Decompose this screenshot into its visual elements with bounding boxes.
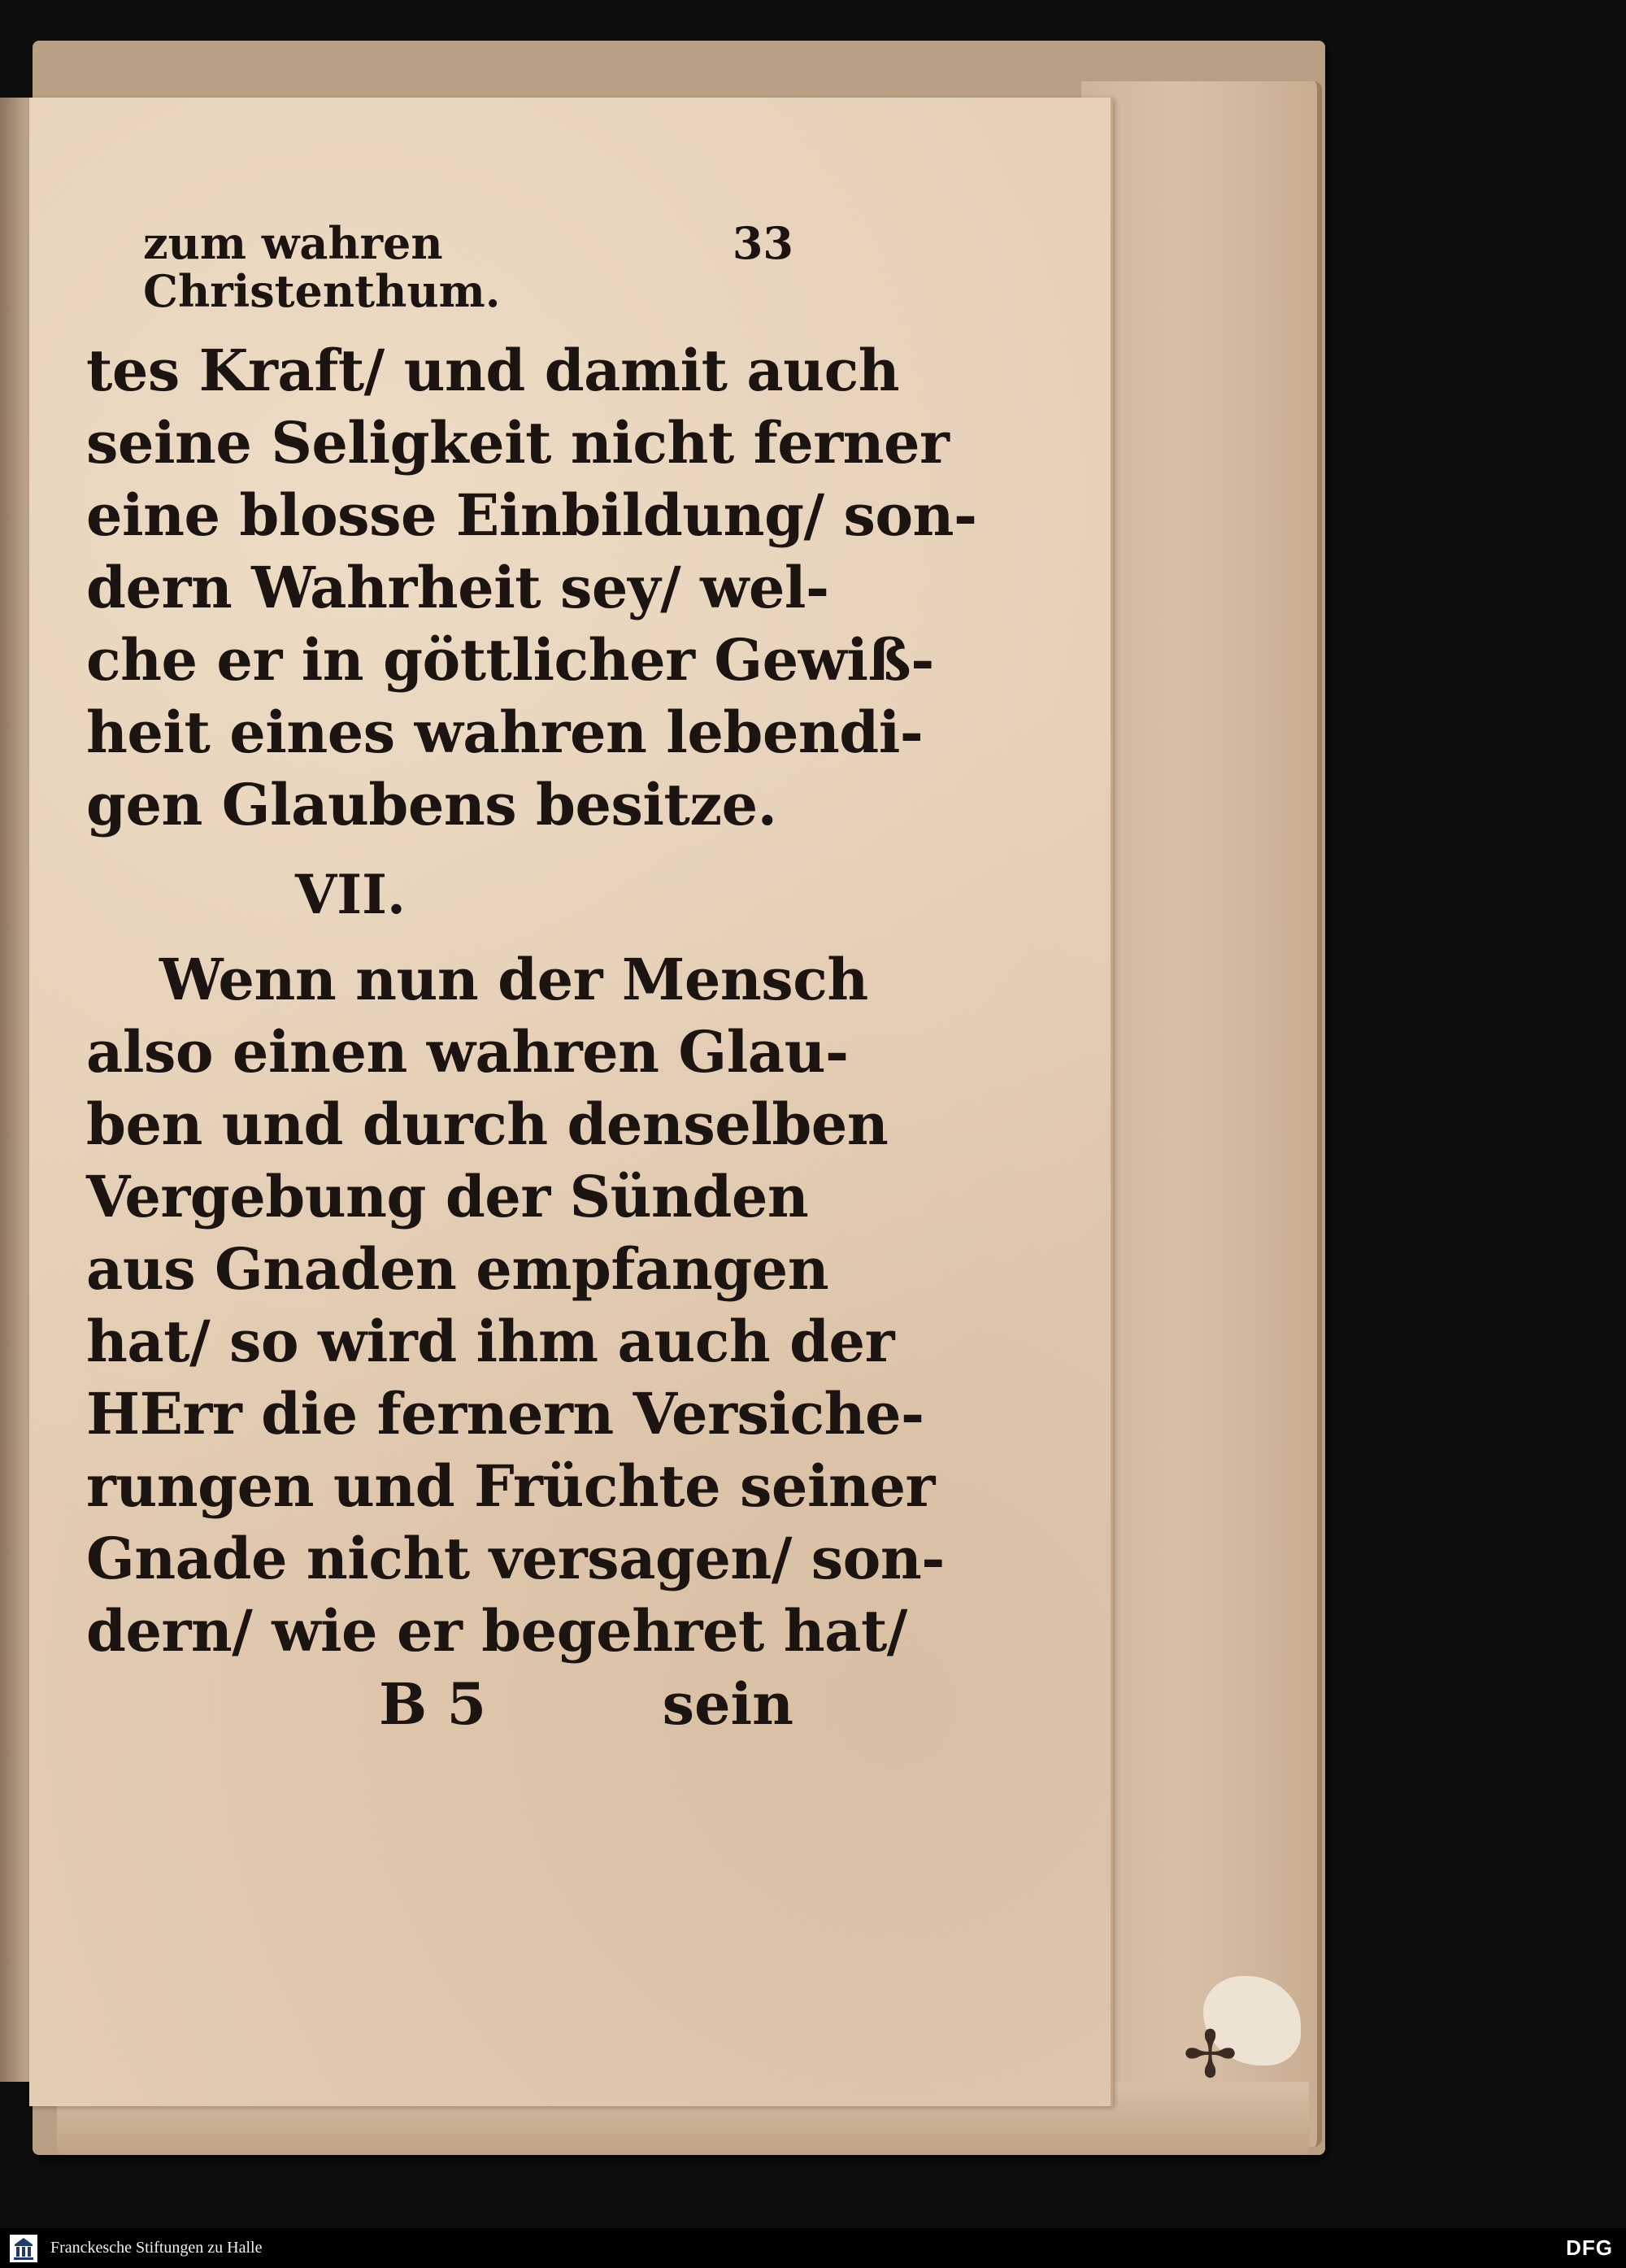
- text-line: Wenn nun der Mensch: [159, 945, 868, 1013]
- text-line: dern Wahrheit sey/ wel-: [86, 553, 829, 621]
- facing-page-edge: [0, 98, 33, 2082]
- section-heading: VII.: [295, 862, 406, 926]
- text-line: heit eines wahren lebendi-: [86, 698, 924, 766]
- text-line: che er in göttlicher Gewiß-: [86, 625, 934, 694]
- viewer-footer: [0, 2228, 1626, 2268]
- funder-logo: DFG: [1566, 2235, 1613, 2260]
- book-page: [29, 98, 1113, 2106]
- text-line: eine blosse Einbildung/ son-: [86, 481, 977, 549]
- text-line: seine Seligkeit nicht ferner: [86, 408, 950, 477]
- text-line: tes Kraft/ und damit auch: [86, 336, 900, 404]
- text-line: aus Gnaden empfangen: [86, 1234, 829, 1303]
- institution-name: Franckesche Stiftungen zu Halle: [50, 2239, 263, 2257]
- ink-mark-icon: ✢: [1183, 2017, 1238, 2092]
- text-line: hat/ so wird ihm auch der: [86, 1307, 894, 1375]
- text-line: ben und durch denselben: [86, 1090, 889, 1158]
- text-line: Vergebung der Sünden: [86, 1162, 809, 1230]
- text-line: rungen und Früchte seiner: [86, 1452, 935, 1520]
- francke-foundation-logo-icon: [8, 2233, 39, 2264]
- text-line: Gnade nicht versagen/ son-: [86, 1524, 945, 1592]
- signature-mark: B 5: [379, 1669, 487, 1738]
- page-footer-line: [86, 1667, 793, 1742]
- catchword: sein: [662, 1669, 793, 1738]
- text-line: gen Glaubens besitze.: [86, 770, 777, 838]
- running-head: zum wahren Christenthum.: [143, 217, 501, 318]
- text-line: dern/ wie er begehret hat/: [86, 1596, 907, 1665]
- page-header: [86, 217, 793, 318]
- page-stack-edge: [1081, 81, 1322, 2147]
- page-number: 33: [732, 217, 793, 269]
- text-line: also einen wahren Glau-: [86, 1017, 849, 1086]
- page-text: [86, 217, 977, 1742]
- footer-branding: [0, 2233, 262, 2264]
- text-line: HErr die fernern Versiche-: [86, 1379, 924, 1447]
